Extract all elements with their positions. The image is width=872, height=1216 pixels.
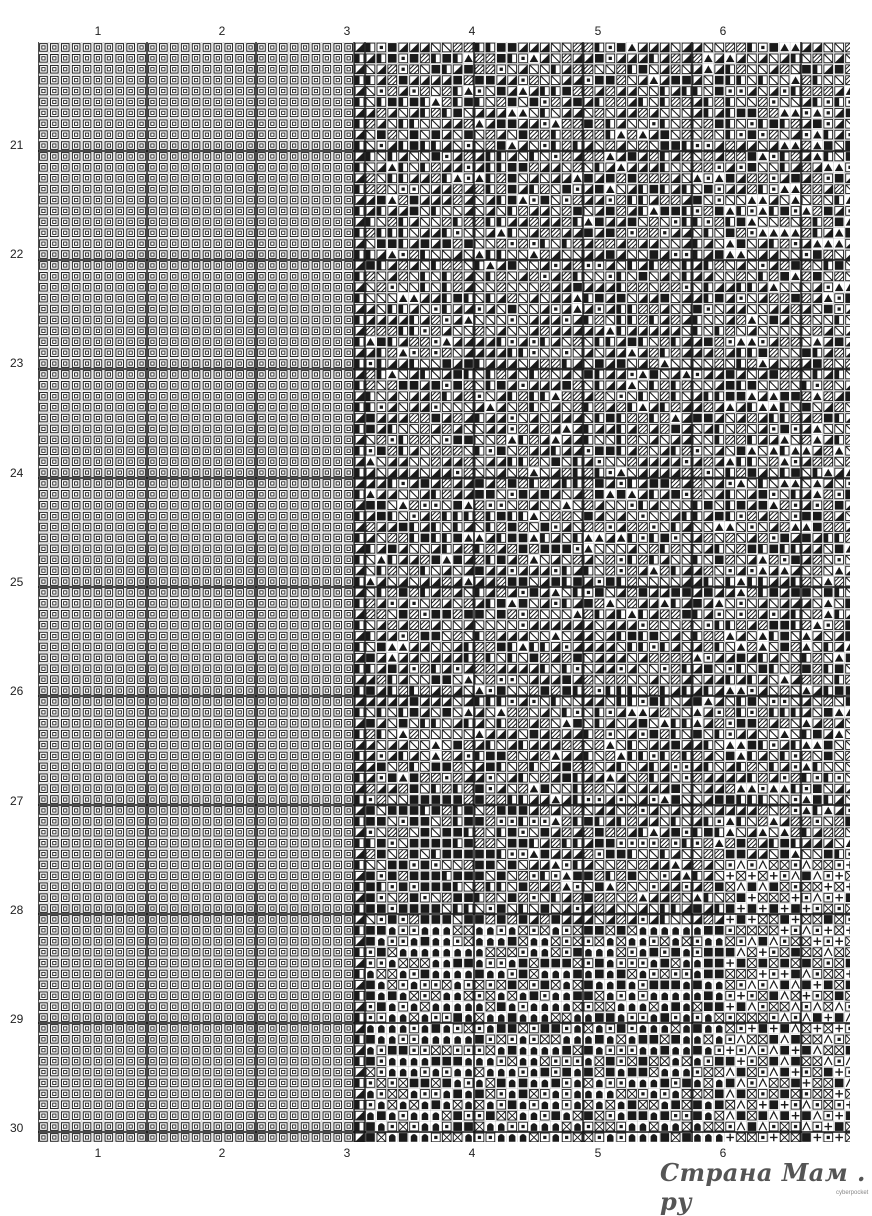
col-label-bottom: 4 [468,1146,476,1160]
site-watermark-sub: cyberpocket [836,1190,869,1196]
col-label-bottom: 2 [218,1146,226,1160]
col-label-top: 6 [719,24,727,38]
row-label: 29 [10,1012,24,1026]
row-label: 24 [10,466,24,480]
row-label: 26 [10,684,24,698]
col-label-top: 1 [94,24,102,38]
row-label: 28 [10,903,24,917]
stitch-cells [40,43,850,1142]
col-label-top: 3 [343,24,351,38]
col-label-bottom: 5 [594,1146,602,1160]
row-label: 23 [10,356,24,370]
row-label: 21 [10,138,24,152]
col-label-top: 4 [468,24,476,38]
col-label-top: 2 [218,24,226,38]
row-label: 30 [10,1121,24,1135]
row-label: 25 [10,575,24,589]
stitch-grid [38,42,850,1142]
col-label-bottom: 3 [343,1146,351,1160]
col-label-top: 5 [594,24,602,38]
site-watermark: Страна Мам . ру [660,1158,866,1216]
col-label-bottom: 6 [719,1146,727,1160]
row-label: 27 [10,794,24,808]
row-label: 22 [10,247,24,261]
stitch-grid-svg [38,42,850,1142]
col-label-bottom: 1 [94,1146,102,1160]
